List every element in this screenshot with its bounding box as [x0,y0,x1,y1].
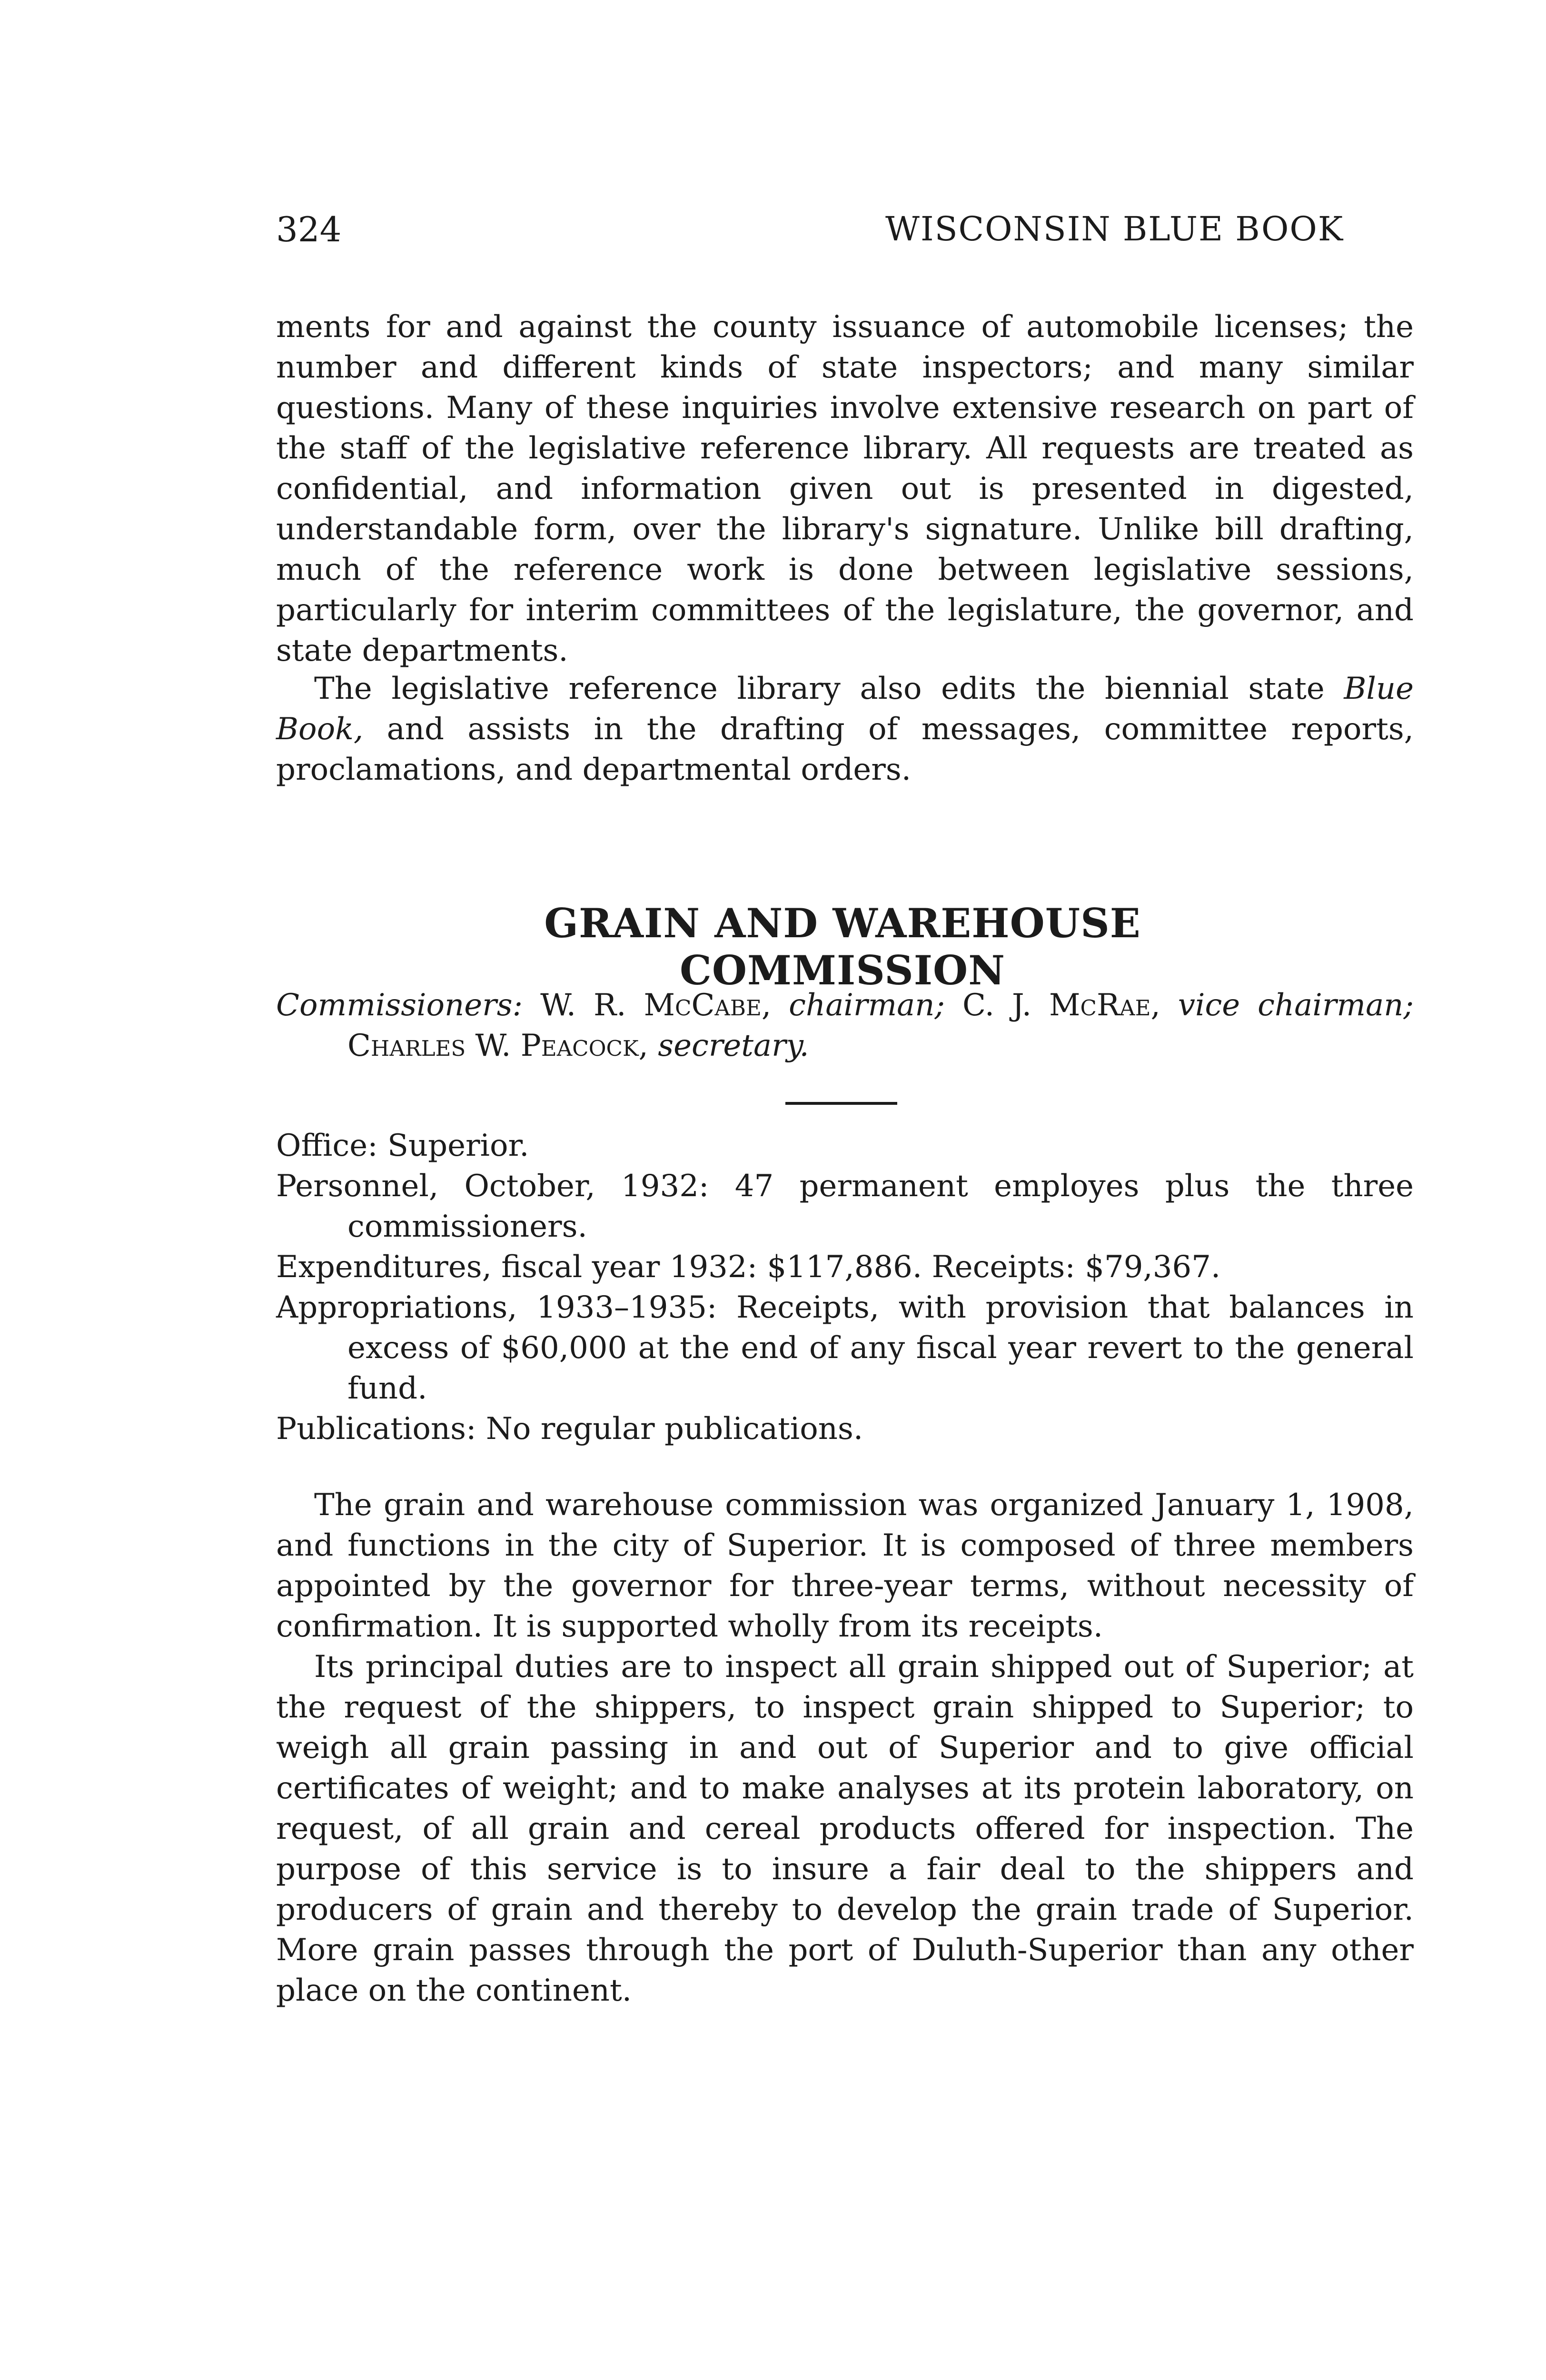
commissioners-line [276,985,1414,1066]
running-title: WISCONSIN BLUE BOOK [885,209,1344,248]
fact-personnel: Personnel, October, 1932: 47 permanent employes plus the three commissioners. [276,1169,1414,1244]
commissioner-1-role: chairman; [789,988,945,1023]
continuation-paragraph-1 [276,307,1414,671]
fact-expenditures: Expenditures, fiscal year 1932: $117,886. Receipts: $79,367. [276,1250,1221,1285]
blue-book-title: Blue Book, [276,671,1414,747]
page-number: 324 [276,209,342,249]
paragraph-start: The legislative reference library also edits the biennial state [314,671,1344,706]
continuation-paragraph-2 [276,669,1414,790]
commissioners-label: Commissioners: [276,988,523,1023]
fact-publications: Publications: No regular publications. [276,1411,863,1447]
facts-list [276,1126,1414,1449]
page-header [276,209,1414,262]
body-paragraph-2: Its principal duties are to inspect all grain shipped out of Superior; at the request of the shippers, to inspect grain shipped to Superior; to weigh all grain passing in and out of Superior and to give official certificates of weight; and to make analyses at its protein laboratory, on request, of all grain and cereal products offered for inspection. The purpose of this service is to insure a fair deal to the shippers and producers of grain and thereby to develop the grain trade of Superior. More grain passes through the port of Duluth-Superior than any other place on the continent. [276,1649,1414,2008]
body-paragraph-1: The grain and warehouse commission was organized January 1, 1908, and functions in the city of Superior. It is composed of three members appointed by the governor for three-year terms, without necessity of confirmation. It is supported wholly from its receipts. [276,1488,1414,1644]
commissioner-3-name: Charles W. Peacock, [347,1028,648,1063]
section-title: GRAIN AND WAREHOUSE COMMISSION [544,900,1141,994]
paragraph-text [276,669,1414,790]
commissioner-2-name: C. J. McRae, [962,988,1160,1023]
fact-office: Office: Superior. [276,1128,529,1163]
paragraph-end: and assists in the drafting of messages, committee reports, proclamations, and departmental orders. [276,712,1414,787]
section-divider [785,1102,897,1105]
commissioner-3-role: secretary. [658,1028,809,1063]
commissioner-2-role: vice chairman; [1178,988,1414,1023]
commissioner-1-name: W. R. McCabe, [540,988,772,1023]
paragraph-text: ments for and against the county issuance of automobile licenses; the number and different kinds of state inspectors; and many similar questions. Many of these inquiries involve extensive research on part of the staff of the legislative reference library. All requests are treated as confidential, and information given out is presented in digested, understandable form, over the library's signature. Unlike bill drafting, much of the reference work is done between legislative sessions, particularly for interim committees of the legislature, the governor, and state departments. [276,309,1414,668]
fact-appropriations: Appropriations, 1933–1935: Receipts, with provision that balances in excess of $60,000 at the end of any fiscal year revert to the general fund. [276,1290,1414,1406]
section-body [276,1485,1414,2011]
